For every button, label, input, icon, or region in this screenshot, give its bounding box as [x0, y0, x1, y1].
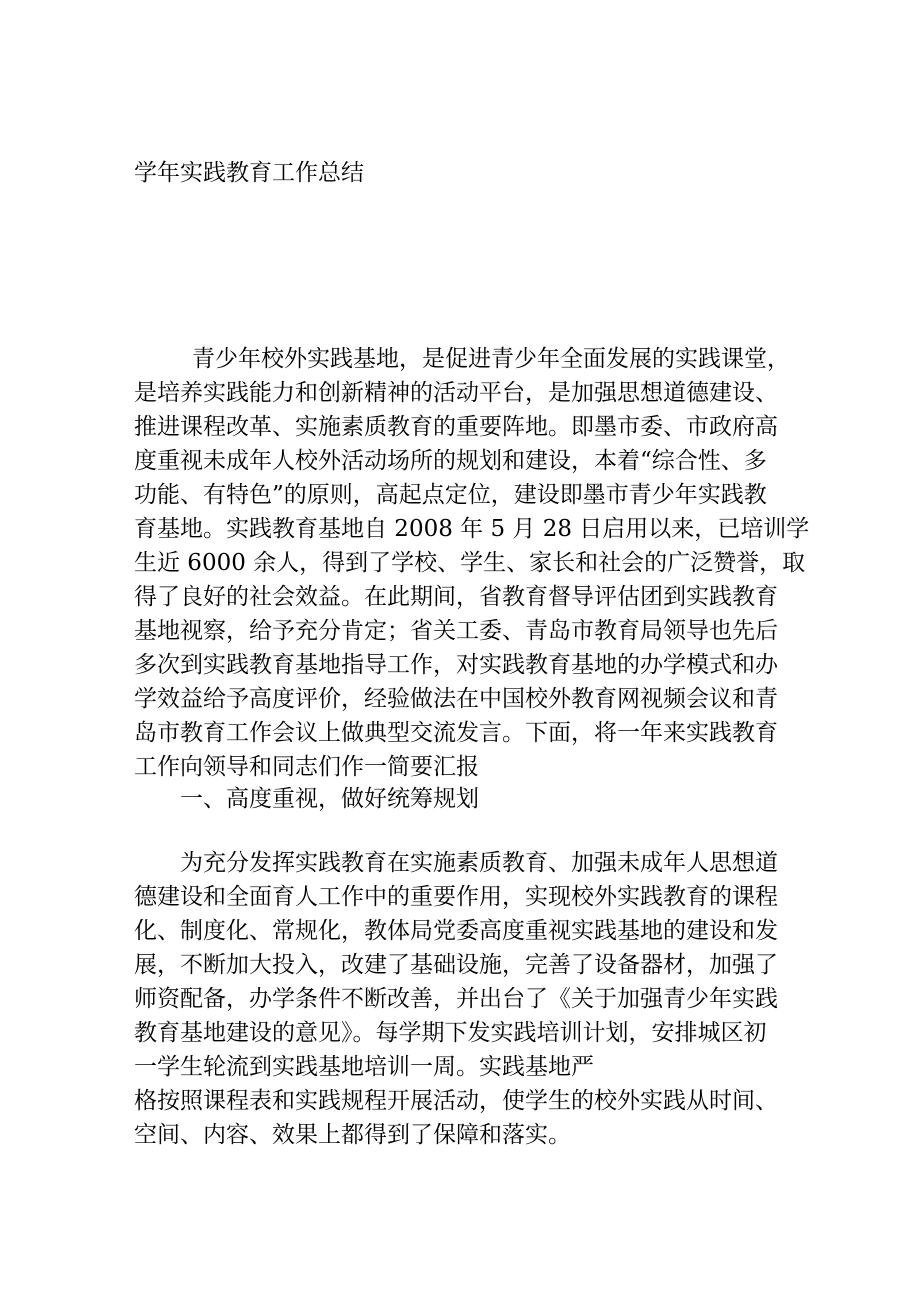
paragraph-line: 师资配备，办学条件不断改善，并出台了《关于加强青少年实践	[134, 986, 778, 1012]
paragraph-line: 功能、有特色”的原则，高起点定位，建设即墨市青少年实践教	[134, 482, 767, 508]
paragraph-line: 度重视未成年人校外活动场所的规划和建设，本着“综合性、多	[134, 448, 767, 474]
paragraph-line: 学效益给予高度评价，经验做法在中国校外教育网视频会议和青	[134, 686, 778, 712]
section-heading	[134, 782, 794, 816]
paragraph-line: 展，不断加大投入，改建了基础设施，完善了设备器材，加强了	[134, 952, 778, 978]
paragraph-line: 生近 6000 余人，得到了学校、学生、家长和社会的广泛赞誉，取	[134, 550, 806, 576]
paragraph-line: 格按照课程表和实践规程开展活动，使学生的校外实践从时间、	[134, 1088, 778, 1114]
paragraph-line: 岛市教育工作会议上做典型交流发言。下面，将一年来实践教育	[134, 720, 778, 746]
paragraph-intro	[134, 342, 810, 784]
paragraph-line: 是培养实践能力和创新精神的活动平台，是加强思想道德建设、	[134, 380, 778, 406]
paragraph-line: 基地视察，给予充分肯定；省关工委、青岛市教育局领导也先后	[134, 618, 778, 644]
paragraph-line: 青少年校外实践基地，是促进青少年全面发展的实践课堂，	[192, 346, 790, 372]
paragraph-line: 工作向领导和同志们作一简要汇报	[134, 754, 479, 780]
paragraph-section-one	[134, 846, 794, 1152]
paragraph-line: 多次到实践教育基地指导工作，对实践教育基地的办学模式和办	[134, 652, 778, 678]
paragraph-line: 空间、内容、效果上都得到了保障和落实。	[134, 1122, 571, 1148]
paragraph-line: 为充分发挥实践教育在实施素质教育、加强未成年人思想道	[180, 850, 778, 876]
paragraph-line: 育基地。实践教育基地自 2008 年 5 月 28 日启用以来，已培训学	[134, 516, 810, 542]
paragraph-line: 化、制度化、常规化，教体局党委高度重视实践基地的建设和发	[134, 918, 778, 944]
paragraph-line: 教育基地建设的意见》。每学期下发实践培训计划，安排城区初	[134, 1020, 767, 1046]
paragraph-line: 一学生轮流到实践基地培训一周。实践基地严	[134, 1054, 594, 1080]
document-title: 学年实践教育工作总结	[134, 160, 364, 186]
section-heading-text: 一、高度重视，做好统筹规划	[180, 786, 479, 812]
paragraph-line: 推进课程改革、实施素质教育的重要阵地。即墨市委、市政府高	[134, 414, 778, 440]
paragraph-line: 得了良好的社会效益。在此期间，省教育督导评估团到实践教育	[134, 584, 778, 610]
paragraph-line: 德建设和全面育人工作中的重要作用，实现校外实践教育的课程	[134, 884, 778, 910]
